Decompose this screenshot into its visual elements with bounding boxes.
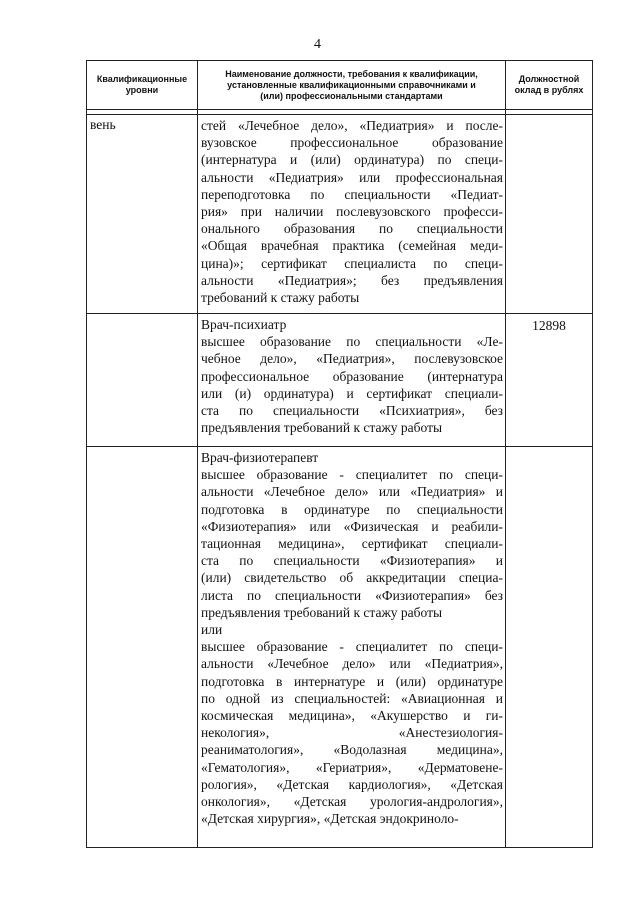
table-header-row (87, 61, 593, 110)
header-text: Должностной (518, 74, 580, 84)
requirement-line: подготовка в интернатуре и (или) ординатуре (201, 673, 503, 689)
header-text: Наименование должности, требования к квалификации, (225, 68, 478, 79)
header-text: установленные квалификационными справочниками и (227, 79, 476, 90)
requirement-line: онального образования по специальности (201, 221, 503, 237)
requirement-line: (или) свидетельство об аккредитации специа- (201, 570, 503, 586)
requirement-line: стей «Лечебное дело», «Педиатрия» и после- (201, 118, 503, 133)
qualification-level-cell (87, 447, 198, 848)
requirement-line: подготовка в ординатуре по специальности (201, 501, 503, 517)
table-row (87, 314, 593, 447)
requirement-line: онкология», «Детская урология-андрология», (201, 794, 503, 810)
requirement-line: рология», «Детская кардиология», «Детская (201, 776, 503, 792)
requirement-line: альности «Педиатрия»; без предъявления (201, 272, 503, 288)
table-row (87, 447, 593, 848)
requirement-line: ста по специальности «Психиатрия», без (201, 403, 503, 419)
header-text: уровни (125, 85, 159, 95)
requirement-line: «Гематология», «Гериатрия», «Дерматовене- (201, 759, 503, 775)
requirement-line: профессиональное образование (интернатура (201, 368, 503, 384)
requirement-line: по одной из специальностей: «Авиационная и (201, 690, 503, 706)
header-text: оклад в рублях (514, 85, 584, 95)
header-salary (506, 61, 593, 110)
header-position-requirements (198, 61, 506, 110)
qualification-level-cell (87, 314, 198, 447)
requirement-line: или (201, 622, 223, 638)
qualification-table (86, 60, 593, 848)
requirement-line: вузовское профессиональное образование (201, 135, 503, 151)
requirement-line: «Детская хирургия», «Детская эндокриноло- (201, 811, 459, 827)
requirement-line: альности «Лечебное дело» или «Педиатрия» и (201, 484, 503, 500)
requirements-cell (198, 115, 506, 314)
header-text: Квалификационные (96, 74, 188, 84)
requirement-line: высшее образование по специальности «Ле- (201, 334, 503, 350)
requirement-line: рия» при наличии послевузовского професси- (201, 204, 503, 220)
page-number: 4 (314, 37, 321, 52)
requirements-cell (198, 447, 506, 848)
requirement-line: альности «Педиатрия» или профессиональная (201, 169, 503, 185)
requirement-line: ста по специальности «Физиотерапия» и (201, 553, 503, 569)
salary-cell (506, 115, 593, 314)
requirement-line: высшее образование - специалитет по специ- (201, 467, 503, 483)
salary-cell (506, 447, 593, 848)
table-row (87, 115, 593, 314)
requirement-line: (интернатура и (или) ординатура) по специ- (201, 152, 503, 168)
requirement-line: высшее образование - специалитет по специ- (201, 639, 503, 655)
requirement-line: предъявления требований к стажу работы (201, 420, 443, 436)
qualification-level-cell: вень (87, 115, 198, 314)
requirement-line: некология», «Анестезиология- (201, 725, 503, 741)
requirement-line: космическая медицина», «Акушерство и ги- (201, 708, 503, 724)
requirement-line: чебное дело», «Педиатрия», послевузовское (201, 351, 503, 367)
requirement-line: или (и) ординатура) и сертификат специали- (201, 385, 503, 401)
header-text: (или) профессиональными стандартами (260, 90, 443, 101)
requirements-cell (198, 314, 506, 447)
requirement-line: Врач-физиотерапевт (201, 450, 319, 465)
requirement-line: переподготовка по специальности «Педиат- (201, 186, 503, 202)
requirement-line: требований к стажу работы (201, 290, 360, 306)
requirement-line: цина)»; сертификат специалиста по специ- (201, 255, 503, 271)
requirement-line: реаниматология», «Водолазная медицина», (201, 742, 503, 758)
requirement-line: предъявления требований к стажу работы (201, 604, 443, 620)
requirement-line: Врач-психиатр (201, 317, 287, 332)
requirement-line: альности «Лечебное дело» или «Педиатрия», (201, 656, 503, 672)
header-qualification-levels (87, 61, 198, 110)
requirement-line: тационная медицина», сертификат специали- (201, 536, 503, 552)
salary-cell: 12898 (506, 314, 593, 447)
requirement-line: «Общая врачебная практика (семейная меди- (201, 238, 503, 254)
requirement-line: «Физиотерапия» или «Физическая и реабили- (201, 518, 503, 534)
requirement-line: листа по специальности «Физиотерапия» без (201, 587, 503, 603)
